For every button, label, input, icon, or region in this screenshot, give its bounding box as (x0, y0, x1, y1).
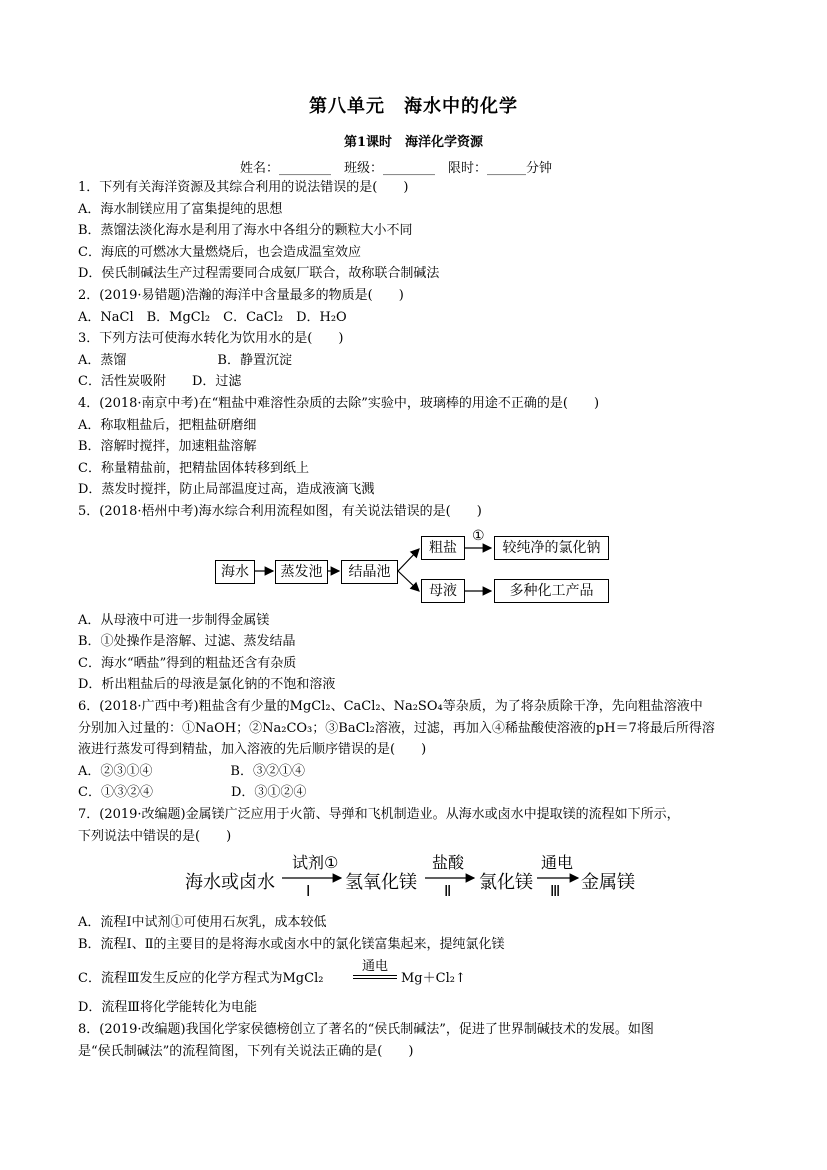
options-6cd: C．①③②④ D．③①②④ (78, 785, 307, 800)
metal-magnesium-label: 金属镁 (581, 872, 635, 893)
question-1: 1．下列有关海洋资源及其综合利用的说法错误的是( ) (78, 180, 409, 195)
question-6-line1: 6．(2018·广西中考)粗盐含有少量的MgCl₂、CaCl₂、Na₂SO₄等杂质，为了将杂质除干净，先向粗盐溶液中 (78, 699, 703, 714)
option-1c: C．海底的可燃冰大量燃烧后，也会造成温室效应 (78, 245, 361, 260)
student-info-line: 姓名：________ 班级：________ 限时：______分钟 (240, 161, 553, 176)
question-8-line2: 是“侯氏制碱法”的流程简图，下列有关说法正确的是( ) (78, 1044, 414, 1059)
option-4c: C．称量精盐前，把精盐固体转移到纸上 (78, 461, 309, 476)
equation-condition (353, 960, 397, 979)
option-1a: A．海水制镁应用了富集提纯的思想 (78, 202, 283, 217)
seawater-flow-diagram (215, 528, 615, 608)
question-8-line1: 8．(2019·改编题)我国化学家侯德榜创立了著名的“侯氏制碱法”，促进了世界制碱技术的发展。如图 (78, 1022, 654, 1037)
step-i-label: Ⅰ (306, 882, 311, 900)
equation-line-top (353, 975, 397, 976)
option-7b: B．流程Ⅰ、Ⅱ的主要目的是将海水或卤水中的氯化镁富集起来，提纯氯化镁 (78, 937, 505, 952)
hydrochloric-acid-label: 盐酸 (432, 853, 465, 872)
options-6ab: A．②③①④ B．③②①④ (78, 764, 305, 779)
question-5: 5．(2018·梧州中考)海水综合利用流程如图，有关说法错误的是( ) (78, 504, 482, 519)
option-5c: C．海水“晒盐”得到的粗盐还含有杂质 (78, 656, 297, 671)
option-4b: B．溶解时搅拌，加速粗盐溶解 (78, 439, 257, 454)
equation-condition-text: 通电 (361, 959, 388, 974)
magnesium-extraction-diagram (185, 853, 655, 900)
page-title: 第八单元 海水中的化学 (309, 96, 518, 117)
crystallization-pond-box: 结晶池 (341, 560, 398, 584)
option-7a: A．流程Ⅰ中试剂①可使用石灰乳，成本较低 (78, 915, 327, 930)
option-7d: D．流程Ⅲ将化学能转化为电能 (78, 1000, 257, 1015)
option-4a: A．称取粗盐后，把粗盐研磨细 (78, 418, 257, 433)
options-2: A．NaCl B．MgCl₂ C．CaCl₂ D．H₂O (78, 310, 347, 325)
question-2: 2．(2019·易错题)浩瀚的海洋中含量最多的物质是( ) (78, 288, 404, 303)
magnesium-hydroxide-label: 氢氧化镁 (345, 872, 417, 893)
question-6-line3: 液进行蒸发可得到精盐，加入溶液的先后顺序错误的是( ) (78, 742, 427, 757)
evaporation-pond-box: 蒸发池 (275, 560, 328, 584)
equation-products: Mg＋Cl₂↑ (401, 971, 466, 986)
question-7-line2: 下列说法中错误的是( ) (78, 829, 232, 844)
chemical-products-box: 多种化工产品 (494, 579, 609, 603)
magnesium-chloride-label: 氯化镁 (479, 872, 533, 893)
option-1b: B．蒸馏法淡化海水是利用了海水中各组分的颗粒大小不同 (78, 223, 413, 238)
mother-liquor-box: 母液 (421, 579, 465, 603)
option-5a: A．从母液中可进一步制得金属镁 (78, 613, 270, 628)
pure-nacl-box: 较纯净的氯化钠 (494, 536, 609, 560)
option-5b: B．①处操作是溶解、过滤、蒸发结晶 (78, 634, 296, 649)
step-1-label: ① (472, 528, 485, 544)
equation-line-bottom (353, 978, 397, 979)
options-3cd: C．活性炭吸附 D．过滤 (78, 374, 242, 389)
option-1d: D．侯氏制碱法生产过程需要同合成氨厂联合，故称联合制碱法 (78, 266, 440, 281)
reagent-1-label: 试剂① (292, 853, 339, 872)
seawater-box: 海水 (215, 560, 255, 584)
crude-salt-box: 粗盐 (421, 536, 465, 560)
question-7-line1: 7．(2019·改编题)金属镁广泛应用于火箭、导弹和飞机制造业。从海水或卤水中提取镁的流程如下所示， (78, 807, 680, 822)
question-4: 4．(2018·南京中考)在“粗盐中难溶性杂质的去除”实验中，玻璃棒的用途不正确的是( ) (78, 396, 600, 411)
question-3: 3．下列方法可使海水转化为饮用水的是( ) (78, 331, 344, 346)
seawater-brine-label: 海水或卤水 (185, 872, 275, 893)
option-5d: D．析出粗盐后的母液是氯化钠的不饱和溶液 (78, 677, 336, 692)
option-7c: C．流程Ⅲ发生反应的化学方程式为MgCl₂ (78, 971, 324, 986)
question-6-line2: 分别加入过量的：①NaOH；②Na₂CO₃；③BaCl₂溶液，过滤，再加入④稀盐酸使溶液的pH＝7将最后所得溶 (78, 721, 715, 736)
option-4d: D．蒸发时搅拌，防止局部温度过高，造成液滴飞溅 (78, 482, 375, 497)
step-iii-label: Ⅲ (550, 882, 561, 900)
lesson-subtitle: 第1课时 海洋化学资源 (343, 135, 484, 150)
options-3ab: A．蒸馏 B．静置沉淀 (78, 353, 292, 368)
electrolysis-label: 通电 (541, 853, 574, 872)
step-ii-label: Ⅱ (444, 882, 452, 900)
